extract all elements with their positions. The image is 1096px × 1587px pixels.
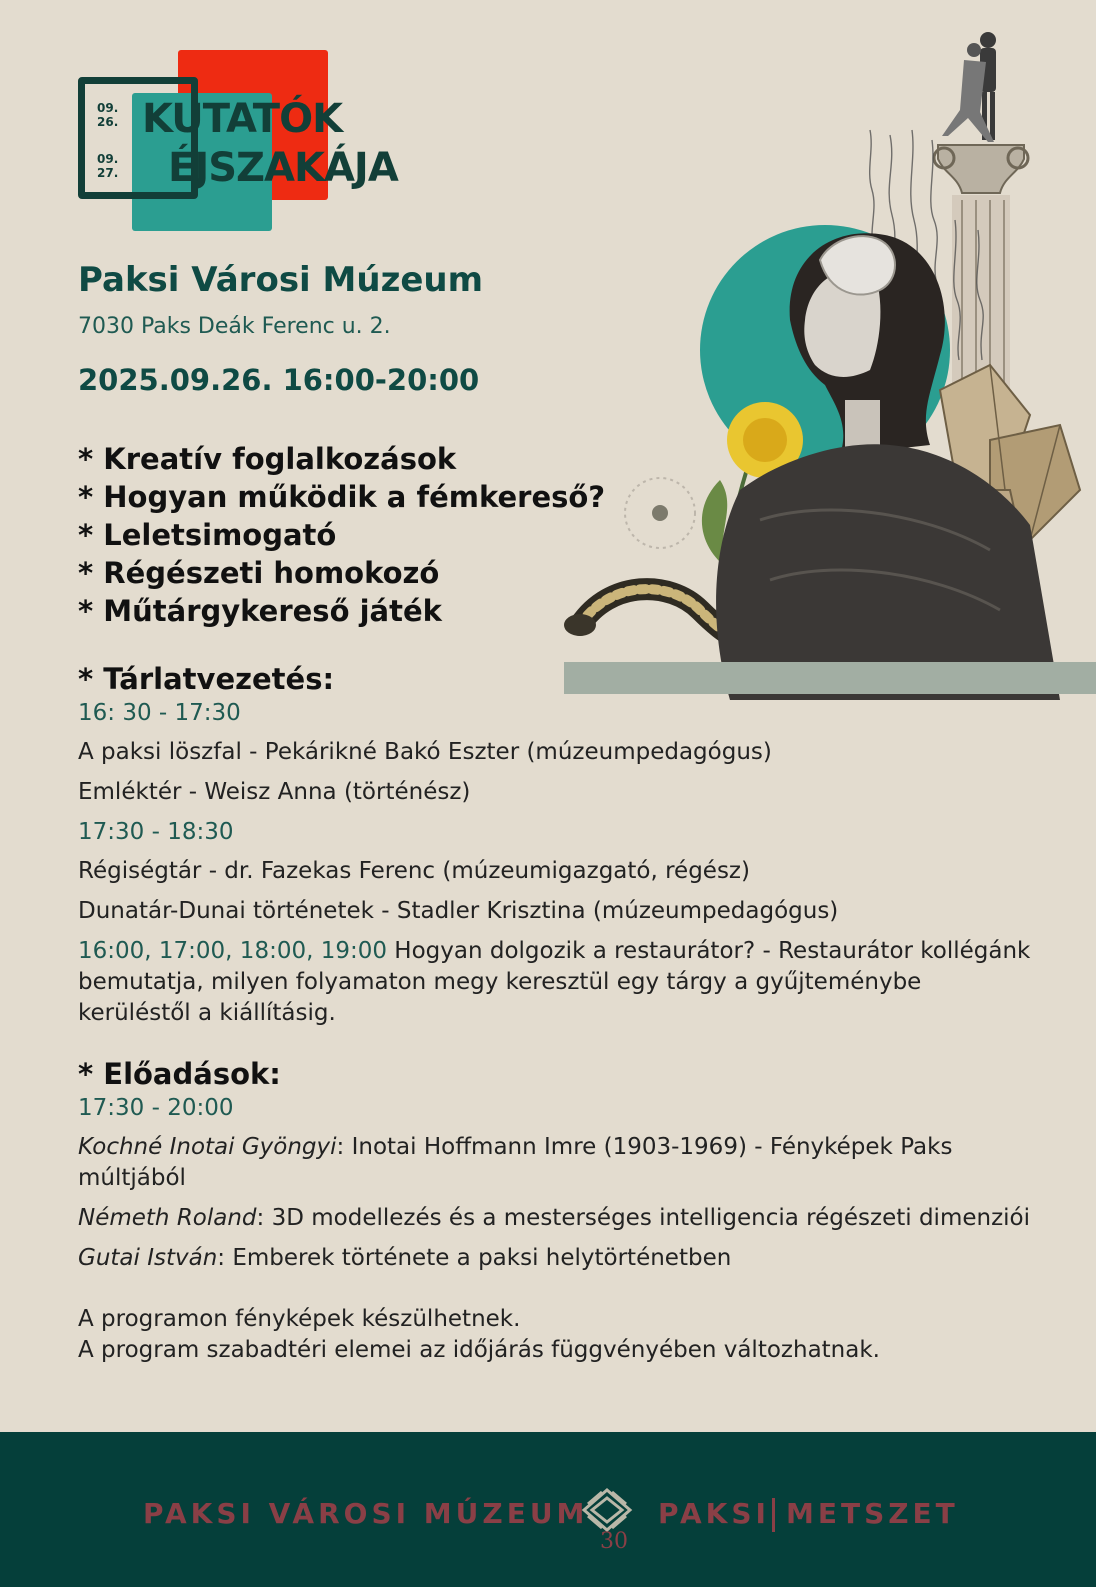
emblem-number: 30 <box>600 1529 628 1552</box>
logo-title-line1: KUTATÓK <box>142 96 343 142</box>
note-photography: A programon fényképek készülhetnek. <box>78 1306 521 1332</box>
tour-item: Emléktér - Weisz Anna (történész) <box>78 779 471 805</box>
lecture-speaker: Németh Roland <box>78 1205 257 1231</box>
footer-separator <box>772 1498 775 1532</box>
restorer-text: Hogyan dolgozik a restaurátor? - Restaurátor kollégánk bemutatja, milyen folyamaton megy keresztül egy tárgy a gyűjteménybe kerüléstől a kiállításig. <box>78 938 1031 1026</box>
footer-metszet: METSZET <box>786 1497 959 1530</box>
activity-item: * Régészeti homokozó <box>78 556 440 590</box>
lecture-topic: : 3D modellezés és a mesterséges intelligencia régészeti dimenziói <box>256 1205 1031 1231</box>
tour-item: Régiségtár - dr. Fazekas Ferenc (múzeumigazgató, régész) <box>78 858 750 884</box>
logo-title-line2: ÉJSZAKÁJA <box>168 145 398 191</box>
footer-paksi: PAKSI <box>658 1497 770 1530</box>
museum-emblem-icon <box>578 1486 636 1552</box>
restorer-times: 16:00, 17:00, 18:00, 19:00 <box>78 938 387 964</box>
dancing-couple-illustration <box>942 32 996 142</box>
restorer-description <box>78 936 1038 1029</box>
venue-name: Paksi Városi Múzeum <box>78 260 484 300</box>
lecture-item <box>78 1203 1038 1234</box>
tour-item: A paksi löszfal - Pekárikné Bakó Eszter (múzeumpedagógus) <box>78 739 772 765</box>
venue-address: 7030 Paks Deák Ferenc u. 2. <box>78 314 391 339</box>
logo-date-start: 09. 26. <box>97 101 119 129</box>
collage-illustration <box>560 20 1096 700</box>
tour-time-slot: 17:30 - 18:30 <box>78 819 234 845</box>
tours-title: * Tárlatvezetés: <box>78 662 335 696</box>
activity-list <box>78 440 605 630</box>
note-weather: A program szabadtéri elemei az időjárás függvényében változhatnak. <box>78 1337 880 1363</box>
activity-item: * Műtárgykereső játék <box>78 594 442 628</box>
activity-item: * Leletsimogató <box>78 518 337 552</box>
program-section <box>78 660 1038 1366</box>
tour-time-slot: 16: 30 - 17:30 <box>78 700 241 726</box>
lecture-topic: : Emberek története a paksi helytörténetben <box>217 1245 732 1271</box>
lectures-title: * Előadások: <box>78 1057 281 1091</box>
footer-museum-name: PAKSI VÁROSI MÚZEUM <box>143 1497 589 1530</box>
lecture-speaker: Kochné Inotai Gyöngyi <box>78 1134 337 1160</box>
lecture-speaker: Gutai István <box>78 1245 218 1271</box>
logo-date-end: 09. 27. <box>97 152 119 180</box>
lecture-topic: : Inotai Hoffmann Imre (1903-1969) - Fényképek Paks múltjából <box>78 1134 953 1191</box>
lectures-time: 17:30 - 20:00 <box>78 1095 234 1121</box>
event-datetime: 2025.09.26. 16:00-20:00 <box>78 363 480 397</box>
tour-item: Dunatár-Dunai történetek - Stadler Krisztina (múzeumpedagógus) <box>78 898 839 924</box>
lecture-item <box>78 1243 1038 1274</box>
activity-item: * Kreatív foglalkozások <box>78 442 457 476</box>
lecture-item <box>78 1132 1038 1194</box>
activity-item: * Hogyan működik a fémkereső? <box>78 480 606 514</box>
